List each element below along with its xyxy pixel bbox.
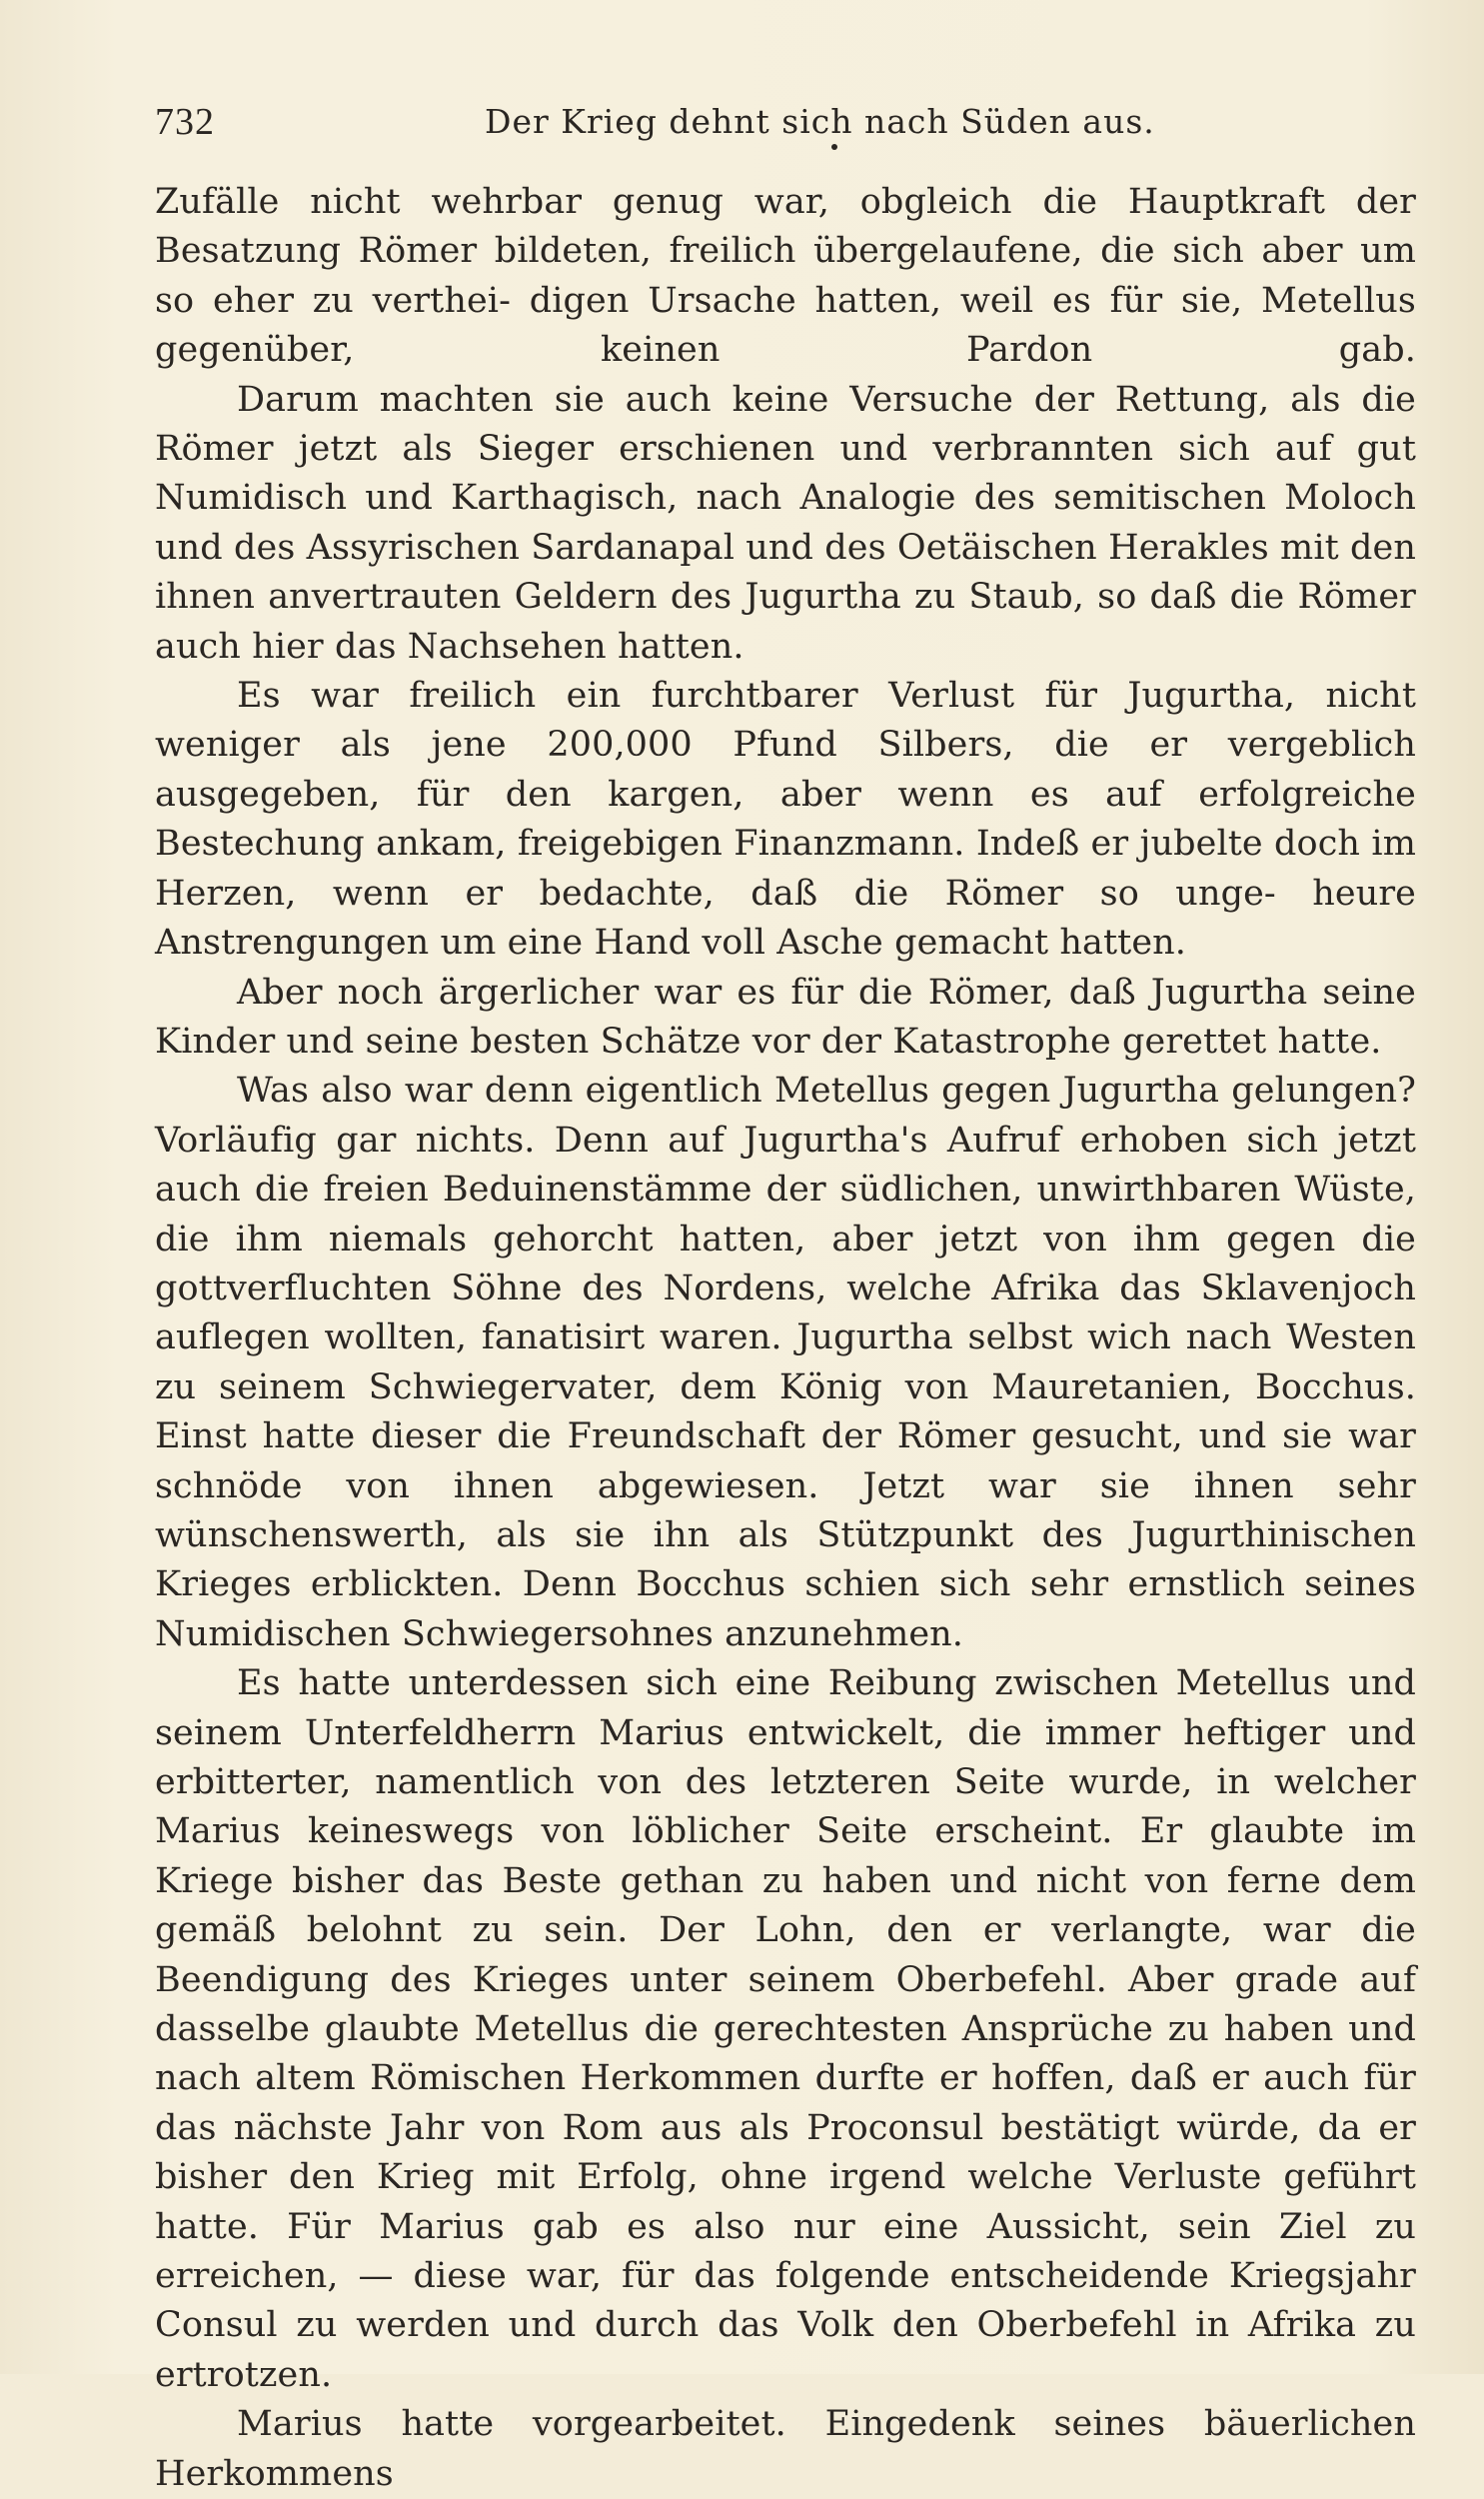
paragraph-2: Darum machten sie auch keine Versuche der Rettung, als die Römer jetzt als Sieger erschienen und verbrannten sich auf gut Numidisch und Karthagisch, nach Analogie des semitischen Moloch und des Assyrischen Sardanapal und des Oetäischen Herakles mit den ihnen anvertrauten Geldern des Jugurtha zu Staub, so daß die Römer auch hier das Nachsehen hatten. — [155, 379, 1416, 667]
paragraph-3: Es war freilich ein furchtbarer Verlust für Jugurtha, nicht weniger als jene 200,000 Pfund Silbers, die er vergeblich ausgegeben, für den kargen, aber wenn es auf erfolgreiche Bestechung ankam, freigebigen Finanzmann. Indeß er jubelte doch im Herzen, wenn er bedachte, daß die Römer so unge- heure Anstrengungen um eine Hand voll Asche gemacht hatten. — [155, 676, 1416, 964]
paragraph-5: Was also war denn eigentlich Metellus gegen Jugurtha gelungen? Vorläufig gar nichts. Denn auf Jugurtha's Aufruf erhoben sich jetzt auch die freien Beduinenstämme der südlichen, unwirthbaren Wüste, die ihm niemals gehorcht hatten, aber jetzt von ihm gegen die gottverfluchten Söhne des Nordens, welche Afrika das Sklavenjoch auflegen wollten, fanatisirt waren. Jugurtha selbst wich nach Westen zu seinem Schwiegervater, dem König von Mauretanien, Bocchus. Einst hatte dieser die Freundschaft der Römer gesucht, und sie war schnöde von ihnen abgewiesen. Jetzt war sie ihnen sehr wünschenswerth, als sie ihn als Stützpunkt des Jugurthinischen Krieges erblickten. Denn Bocchus schien sich sehr ernstlich seines Numidischen Schwiegersohnes anzunehmen. — [155, 1071, 1416, 1654]
paragraph-7: Marius hatte vorgearbeitet. Eingedenk seines bäuerlichen Herkommens — [155, 2404, 1416, 2494]
running-title: Der Krieg dehnt sich nach Süden aus. — [485, 102, 1155, 141]
running-head — [155, 92, 1414, 152]
body-text — [155, 178, 1416, 2499]
page-number: 732 — [155, 101, 215, 143]
paragraph-1: Zufälle nicht wehrbar genug war, obgleich die Hauptkraft der Besatzung Römer bildeten, freilich übergelaufene, die sich aber um so eher zu verthei- digen Ursache hatten, weil es für sie, Metellus gegenüber, keinen Pardon gab. — [155, 182, 1416, 371]
paragraph-4: Aber noch ärgerlicher war es für die Römer, daß Jugurtha seine Kinder und seine besten Schätze vor der Katastrophe gerettet hatte. — [155, 972, 1416, 1062]
paragraph-6: Es hatte unterdessen sich eine Reibung zwischen Metellus und seinem Unterfeldherrn Marius entwickelt, die immer heftiger und erbitterter, namentlich von des letzteren Seite wurde, in welcher Marius keineswegs von löblicher Seite erscheint. Er glaubte im Kriege bisher das Beste gethan zu haben und nicht von ferne dem gemäß belohnt zu sein. Der Lohn, den er verlangte, war die Beendigung des Krieges unter seinem Oberbefehl. Aber grade auf dasselbe glaubte Metellus die gerechtesten Ansprüche zu haben und nach altem Römischen Herkommen durfte er hoffen, daß er auch für das nächste Jahr von Rom aus als Proconsul bestätigt würde, da er bisher den Krieg mit Erfolg, ohne irgend welche Verluste geführt hatte. Für Marius gab es also nur eine Aussicht, sein Ziel zu erreichen, — diese war, für das folgende entscheidende Kriegsjahr Consul zu werden und durch das Volk den Oberbefehl in Afrika zu ertrotzen. — [155, 1663, 1416, 2395]
ornament-dot — [831, 144, 837, 150]
